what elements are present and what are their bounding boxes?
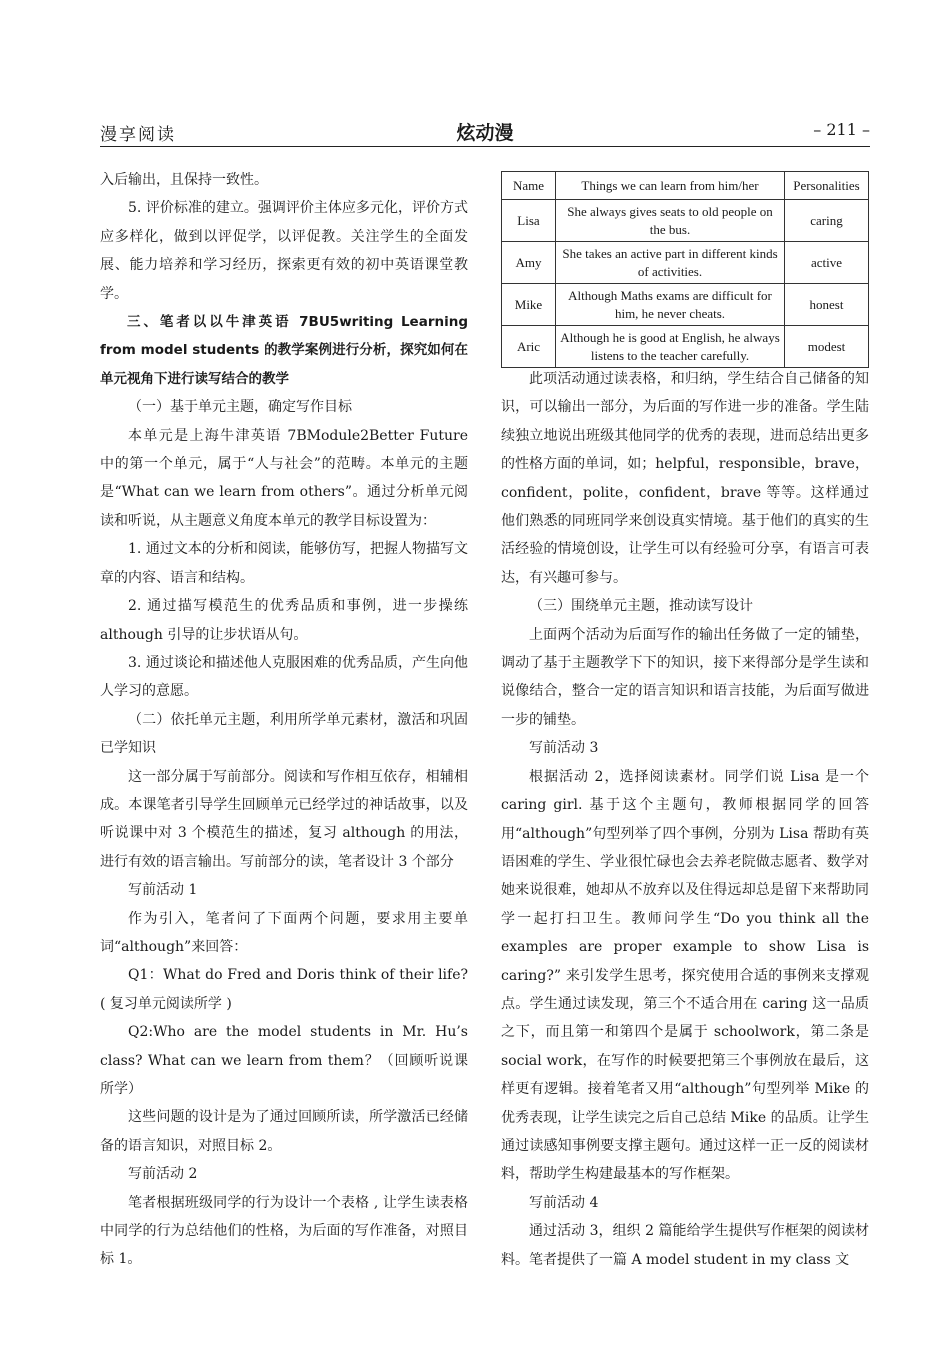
header-journal-title: 炫动漫 — [456, 122, 514, 144]
table-row — [502, 242, 869, 284]
table-cell: Lisa — [502, 200, 556, 242]
paragraph: 此项活动通过读表格，和归纳，学生结合自己储备的知识，可以输出一部分，为后面的写作进一步的准备。学生陆续独立地说出班级其他同学的优秀的表现，进而总结出更多的性格方面的单词，如；helpful，responsible，brave，confident，polite，confident，brave 等等。这样通过他们熟悉的同班同学来创设真实情境。基于他们的真实的生活经验的情境创设，让学生可以有经验可分享，有语言可表达，有兴趣可参与。 — [501, 371, 869, 586]
table-cell: Although he is good at English, he always listens to the teacher carefully. — [556, 326, 785, 368]
table-row — [502, 200, 869, 242]
paragraph: 1. 通过文本的分析和阅读，能够仿写，把握人物描写文章的内容、语言和结构。 — [100, 541, 468, 586]
table-row — [502, 326, 869, 368]
paragraph: 3. 通过谈论和描述他人克服困难的优秀品质，产生向他人学习的意愿。 — [100, 654, 468, 700]
activity-heading: 写前活动 4 — [529, 1194, 599, 1211]
paragraph: 5. 评价标准的建立。强调评价主体应多元化，评价方式应多样化，做到以评促学，以评促教。关注学生的全面发展、能力培养和学习经历，探索更有效的初中英语课堂教学。 — [100, 200, 468, 302]
paragraph: 笔者根据班级同学的行为设计一个表格 , 让学生读表格中同学的行为总结他们的性格，为后面的写作准备，对照目标 1。 — [100, 1194, 468, 1268]
subsection-heading: （三）围绕单元主题，推动读写设计 — [529, 598, 753, 615]
paragraph: 上面两个活动为后面写作的输出任务做了一定的铺垫，调动了基于主题教学下下的知识，接下来得部分是学生读和说像结合，整合一定的语言知识和语言技能，为后面写做进一步的铺垫。 — [501, 626, 869, 728]
table-cell: Amy — [502, 242, 556, 284]
subsection-heading: （一）基于单元主题，确定写作目标 — [128, 399, 352, 416]
table-row — [502, 284, 869, 326]
paragraph: 根据活动 2，选择阅读素材。同学们说 Lisa 是一个 caring girl. 基于这个主题句，教师根据同学的回答用“although”句型列举了四个事例，分别为 Lisa 帮助有英语困难的学生、学业很忙碌也会去养老院做志愿者、数学对她来说很难，她却从不放弃以及住得远却总是留下来帮助同学一起打扫卫生。教师问学生“Do you think all the examples are proper example to show Lisa is caring?” 来引发学生思考，探究使用合适的事例来支撑观点。学生通过读发现，第三个不适合用在 caring 这一品质之下，而且第一和第四个是属于 schoolwork，第二条是 social work，在写作的时候要把第三个事例放在最后，这样更有逻辑。接着笔者又用“although”句型列举 Mike 的优秀表现，让学生读完之后自己总结 Mike 的品质。让学生通过读感知事例要支撑主题句。通过这样一正一反的阅读材料，帮助学生构建最基本的写作框架。 — [501, 768, 869, 1183]
right-column — [501, 365, 869, 1274]
table-cell: Although Maths exams are difficult for him, he never cheats. — [556, 284, 785, 326]
page-number: – 211 – — [813, 120, 870, 139]
left-column — [100, 166, 468, 1274]
table-cell: She takes an active part in different kinds of activities. — [556, 242, 785, 284]
paragraph: 作为引入，笔者问了下面两个问题，要求用主要单词“although”来回答： — [100, 910, 468, 955]
header-rule — [100, 146, 870, 147]
personality-table — [501, 171, 869, 368]
table-cell: honest — [785, 284, 869, 326]
table-header-row — [502, 172, 869, 200]
table-header: Name — [502, 172, 556, 200]
paragraph: 这些问题的设计是为了通过回顾所读，所学激活已经储备的语言知识，对照目标 2。 — [100, 1109, 468, 1154]
table-header: Things we can learn from him/her — [556, 172, 785, 200]
page-header — [100, 118, 870, 148]
paragraph: 本单元是上海牛津英语 7BModule2Better Future 中的第一个单元，属于“人与社会”的范畴。本单元的主题是“What can we learn from others”。通过分析单元阅读和听说，从主题意义角度本单元的教学目标设置为： — [100, 427, 468, 529]
question: Q2:Who are the model students in Mr. Hu’s class? What can we learn from them？（回顾听说课所学） — [100, 1024, 468, 1097]
table-cell: caring — [785, 200, 869, 242]
paragraph: 通过活动 3，组织 2 篇能给学生提供写作框架的阅读材料。笔者提供了一篇 A model student in my class 文 — [501, 1223, 869, 1268]
table-cell: She always gives seats to old people on the bus. — [556, 200, 785, 242]
paragraph: 这一部分属于写前部分。阅读和写作相互依存，相辅相成。本课笔者引导学生回顾单元已经学过的神话故事，以及听说课中对 3 个模范生的描述，复习 although 的用法，进行有效的语言输出。写前部分的读，笔者设计 3 个部分 — [100, 768, 468, 870]
subsection-heading: （二）依托单元主题，利用所学单元素材，激活和巩固已学知识 — [100, 711, 468, 757]
paragraph: 2. 通过描写模范生的优秀品质和事例，进一步操练 although 引导的让步状语从句。 — [100, 598, 468, 643]
header-column-name: 漫享阅读 — [100, 125, 176, 145]
question: Q1：What do Fred and Doris think of their life?( 复习单元阅读所学 ) — [100, 967, 468, 1012]
table-cell: Mike — [502, 284, 556, 326]
activity-heading: 写前活动 2 — [128, 1166, 198, 1183]
table-header: Personalities — [785, 172, 869, 200]
table-cell: active — [785, 242, 869, 284]
activity-heading: 写前活动 1 — [128, 882, 198, 899]
table-cell: modest — [785, 326, 869, 368]
paragraph: 入后输出，且保持一致性。 — [100, 172, 268, 188]
activity-heading: 写前活动 3 — [529, 740, 599, 757]
table-cell: Aric — [502, 326, 556, 368]
section-heading: 三、笔者以以牛津英语 7BU5writing Learning from model students 的教学案例进行分析，探究如何在单元视角下进行读写结合的教学 — [100, 314, 468, 387]
